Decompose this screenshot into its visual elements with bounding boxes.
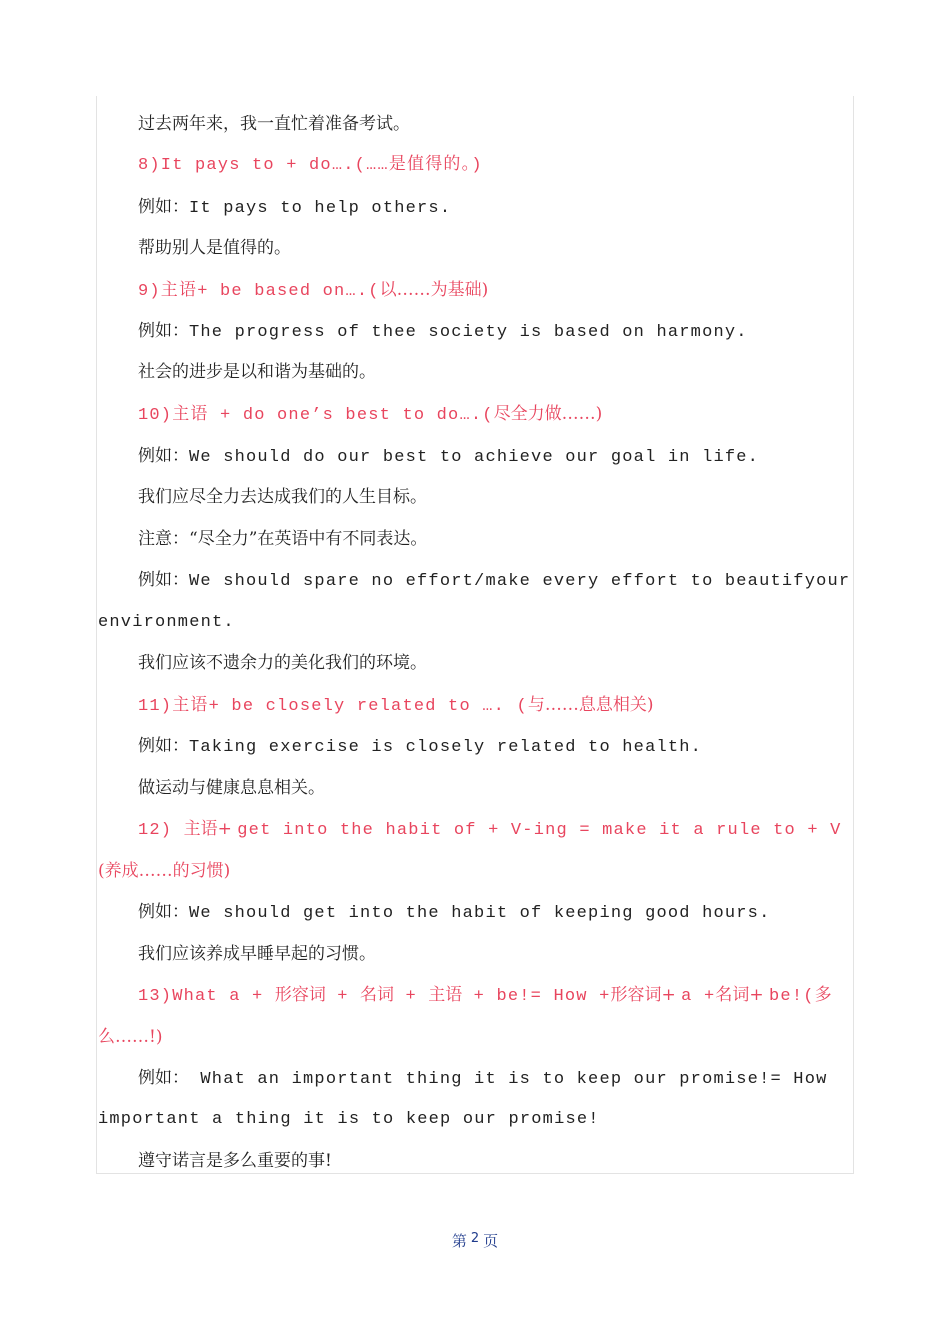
example-continuation: important a thing it is to keep our promise!	[98, 1110, 600, 1129]
example-line	[138, 569, 850, 593]
example-line	[138, 320, 748, 344]
example-label: 例如：	[138, 736, 189, 756]
heading-part: be!(多	[769, 987, 833, 1006]
rule-heading-12	[138, 818, 842, 842]
heading-part: a +	[681, 987, 716, 1006]
page-footer	[0, 1230, 950, 1251]
example-label: 例如：	[138, 570, 189, 590]
heading-part: + be!= How +	[462, 987, 611, 1006]
example-continuation: environment.	[98, 613, 235, 632]
example-label: 例如：	[138, 197, 189, 217]
heading-part: 形容词	[274, 985, 326, 1005]
rule-heading-9	[138, 279, 488, 303]
heading-part: + do one’s best to do….(	[220, 406, 494, 425]
heading-part: be based on….(	[220, 282, 380, 301]
rule-heading-13	[138, 984, 833, 1008]
example-text: Taking exercise is closely related to health.	[189, 738, 703, 757]
translation-line: 我们应该不遗余力的美化我们的环境。	[138, 653, 427, 673]
rule-heading-11	[138, 694, 654, 718]
example-label: 例如：	[138, 902, 189, 922]
heading-part: 与……息息相关)	[527, 695, 654, 715]
rule-heading-continuation: 么……!)	[98, 1027, 163, 1047]
heading-part: get into the habit of + V-ing = make it a rule to + V	[237, 821, 842, 840]
heading-part: 名词	[360, 985, 395, 1005]
translation-line: 我们应该养成早睡早起的习惯。	[138, 944, 376, 964]
heading-part: 10)主语	[138, 406, 221, 425]
example-line	[138, 901, 771, 925]
heading-part: 9)主语+	[138, 282, 221, 301]
note-line: 注意：“尽全力”在英语中有不同表达。	[138, 529, 428, 549]
rule-heading-continuation: (养成……的习惯)	[98, 861, 231, 881]
heading-part: 尽全力做……)	[493, 404, 603, 424]
example-label: 例如：	[138, 446, 189, 466]
heading-part: 主语	[428, 985, 463, 1005]
heading-part: be closely related to …. (	[231, 697, 528, 716]
heading-part: 13)What a +	[138, 987, 275, 1006]
heading-part: +	[394, 987, 429, 1006]
page-number: 2	[470, 1231, 480, 1246]
example-text: What an important thing it is to keep our promise!= How	[189, 1070, 828, 1089]
translation-line: 遵守诺言是多么重要的事!	[138, 1151, 332, 1171]
example-line	[138, 1067, 828, 1091]
translation-line: 社会的进步是以和谐为基础的。	[138, 362, 376, 382]
translation-line: 帮助别人是值得的。	[138, 238, 291, 258]
heading-part: 主语+	[183, 819, 238, 839]
example-label: 例如：	[138, 321, 189, 341]
footer-suffix: 页	[483, 1232, 499, 1250]
example-text: We should spare no effort/make every effort to beautifyour	[189, 572, 851, 591]
heading-part: 以……为基础)	[379, 280, 489, 300]
heading-part: +	[325, 987, 361, 1006]
text-line: 过去两年来，我一直忙着准备考试。	[138, 114, 410, 134]
heading-part: 名词+	[715, 985, 770, 1005]
example-text: The progress of thee society is based on harmony.	[189, 323, 748, 342]
heading-part: 形容词+	[610, 985, 682, 1005]
footer-prefix: 第	[451, 1232, 467, 1250]
translation-line: 我们应尽全力去达成我们的人生目标。	[138, 487, 427, 507]
rule-heading-8: 8)It pays to + do….(……是值得的。)	[138, 156, 483, 175]
example-label: 例如：	[138, 1068, 189, 1088]
example-text: It pays to help others.	[189, 199, 452, 218]
example-line	[138, 735, 702, 759]
example-text: We should get into the habit of keeping good hours.	[189, 904, 771, 923]
heading-part: 11)主语+	[138, 697, 232, 716]
translation-line: 做运动与健康息息相关。	[138, 778, 325, 798]
rule-heading-10	[138, 403, 602, 427]
example-text: We should do our best to achieve our goal in life.	[189, 448, 760, 467]
example-line	[138, 445, 759, 469]
heading-part: 12)	[138, 821, 184, 840]
example-line	[138, 196, 451, 220]
